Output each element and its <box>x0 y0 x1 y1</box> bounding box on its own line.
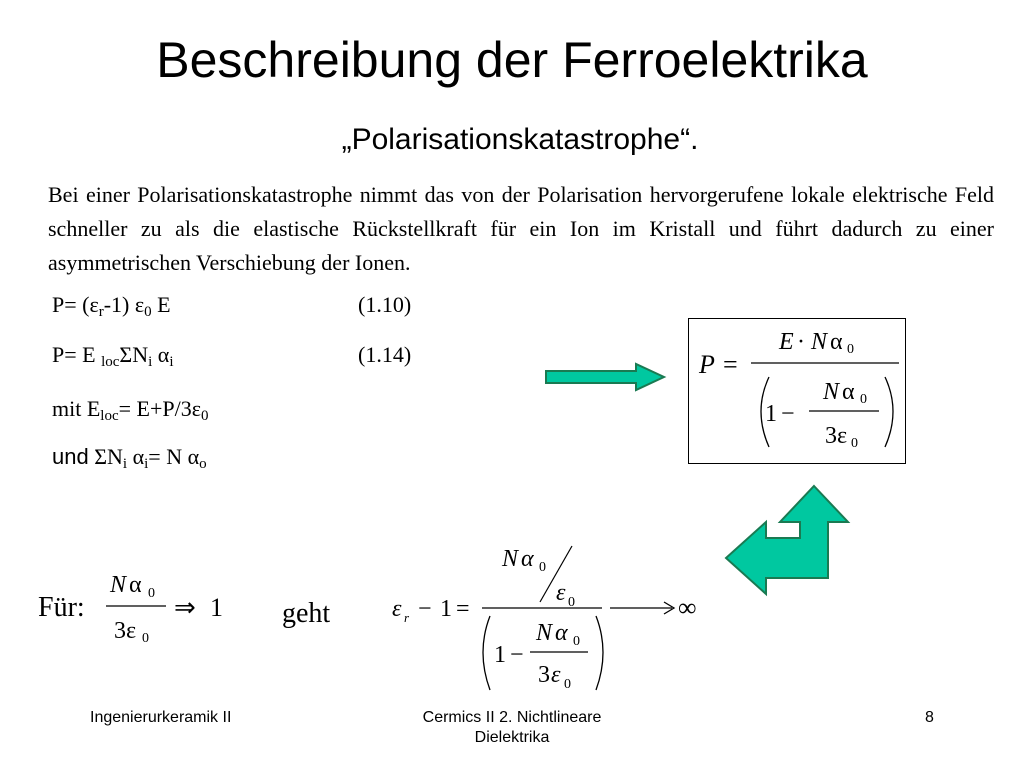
footer-course: Ingenierurkeramik II <box>90 709 232 726</box>
svg-text:·: · <box>797 329 805 355</box>
svg-text:α: α <box>521 546 534 572</box>
body-paragraph: Bei einer Polarisationskatastrophe nimmt das von der Polarisation hervorgerufene lokale elektrische Feld schneller zu als die elastische Rückstellkraft für ein Ion im Kristall und führt dadurch zu einer asymmetrischen Verschiebung der Ionen. <box>48 182 994 275</box>
bent-arrow-icon <box>722 482 852 618</box>
slide-subtitle: „Polarisationskatastrophe“. <box>341 123 699 156</box>
svg-text:P: P <box>699 350 715 379</box>
svg-text:N: N <box>536 620 553 646</box>
svg-text:0: 0 <box>564 677 571 692</box>
svg-text:0: 0 <box>573 634 580 649</box>
svg-text:1: 1 <box>440 596 452 622</box>
limit-formula <box>384 540 714 700</box>
footer-topic-line1: Cermics II 2. Nichtlineare <box>422 709 602 726</box>
right-arrow-icon <box>544 362 668 392</box>
svg-text:E: E <box>779 329 794 355</box>
equation-1-10: $P= (\varepsilon_r-1)$ $\varepsilon_0$ E <box>52 292 171 320</box>
svg-text:∞: ∞ <box>678 593 697 622</box>
svg-text:0: 0 <box>847 342 854 357</box>
footer-topic <box>392 708 632 748</box>
equation-number-1-14: (1.14) <box>358 342 412 367</box>
svg-text:N: N <box>811 329 828 355</box>
svg-text:N: N <box>110 572 127 598</box>
svg-text:=: = <box>456 596 470 622</box>
equation-1-14: P= E $_{loc}\Sigma N_i$ $\alpha_i$ <box>52 342 174 370</box>
svg-text:⇒: ⇒ <box>174 593 196 622</box>
svg-text:0: 0 <box>539 560 546 575</box>
svg-text:−: − <box>418 596 432 622</box>
svg-text:3ε: 3ε <box>114 618 137 644</box>
boxed-formula <box>688 318 906 464</box>
svg-text:α: α <box>842 379 855 405</box>
svg-text:0: 0 <box>148 586 155 601</box>
condition-fraction <box>100 562 240 652</box>
svg-text:3: 3 <box>538 662 550 688</box>
svg-text:ε: ε <box>556 580 566 606</box>
svg-text:−: − <box>781 401 795 427</box>
svg-text:N: N <box>502 546 519 572</box>
svg-text:α: α <box>555 620 568 646</box>
svg-text:0: 0 <box>851 436 858 451</box>
svg-text:ε: ε <box>392 596 402 622</box>
svg-text:0: 0 <box>142 631 149 646</box>
slide-title: Beschreibung der Ferroelektrika <box>156 32 868 88</box>
page-number: 8 <box>925 709 934 726</box>
svg-text:r: r <box>404 610 410 625</box>
footer-topic-line2: Dielektrika <box>474 729 550 746</box>
svg-text:=: = <box>723 350 738 379</box>
geht-label: geht <box>282 598 331 629</box>
svg-text:α: α <box>830 329 843 355</box>
svg-text:1: 1 <box>494 642 506 668</box>
und-word: und <box>52 444 89 469</box>
svg-text:3ε: 3ε <box>825 423 848 449</box>
equation-sum-n-alpha: und $\Sigma N_i$ $\alpha_i= N$ $\alpha_o$ <box>52 444 207 472</box>
equation-number-1-10: (1.10) <box>358 292 412 317</box>
svg-text:1: 1 <box>210 593 223 622</box>
fuer-label: Für: <box>38 592 85 623</box>
svg-text:α: α <box>129 572 142 598</box>
svg-text:ε: ε <box>551 662 561 688</box>
svg-text:−: − <box>510 642 524 668</box>
svg-text:N: N <box>823 379 840 405</box>
svg-text:1: 1 <box>765 401 777 427</box>
svg-text:0: 0 <box>860 392 867 407</box>
equation-eloc: mit $E_{loc}= E+P/3\varepsilon_0$ <box>52 396 209 424</box>
svg-text:0: 0 <box>568 595 575 610</box>
